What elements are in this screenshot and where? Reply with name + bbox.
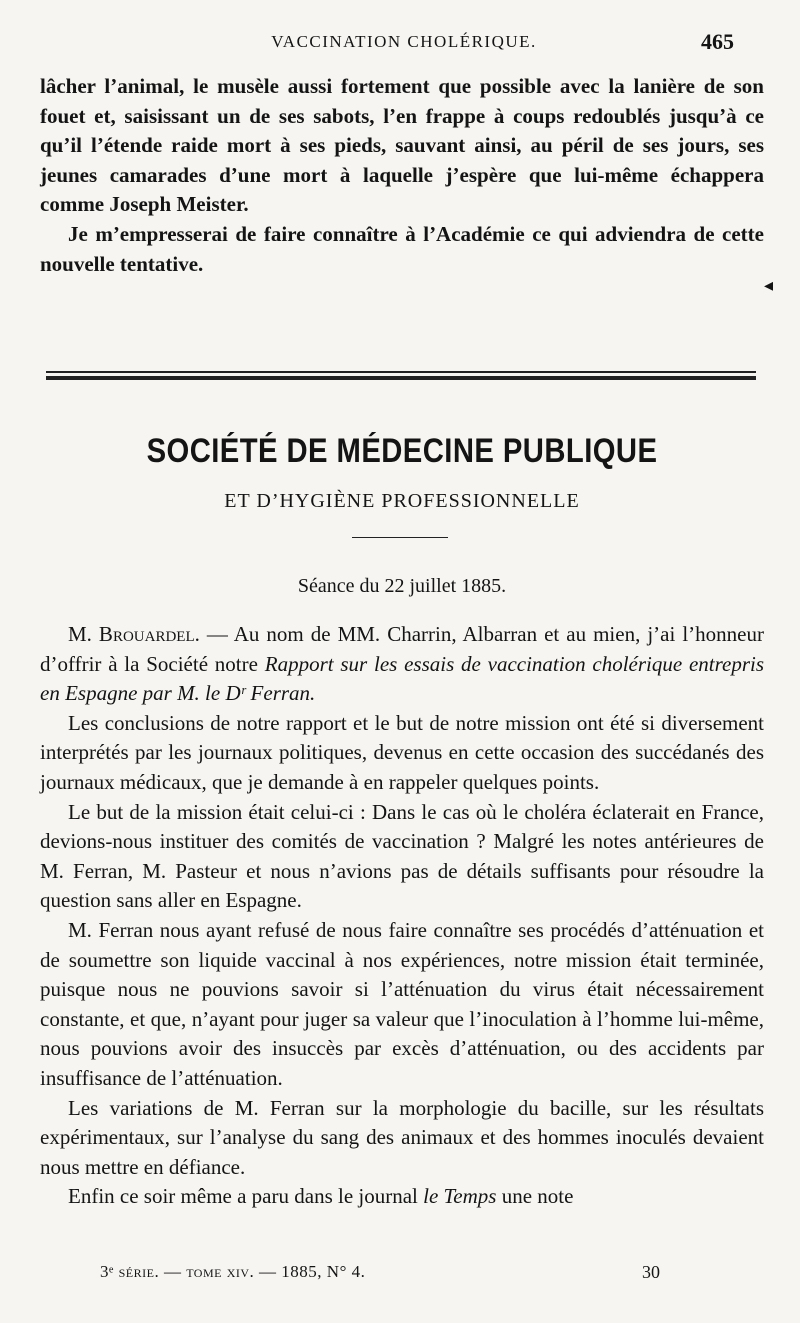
section-divider-thick <box>46 376 756 380</box>
running-head <box>40 29 768 58</box>
section-divider-thin <box>46 371 756 373</box>
page-number: 465 <box>701 29 734 54</box>
paragraph-6-text: Enfin ce soir même a paru dans le journal <box>68 1184 424 1209</box>
intro-paragraph-2: Je m’empresserai de faire connaître à l’Académie ce qui adviendra de cette nouvelle tentative. <box>40 221 764 276</box>
report-text-block <box>40 620 764 1212</box>
newspaper-name: le Temps <box>423 1184 497 1209</box>
paragraph-1-text: — Au nom de MM. Charrin, Albarran et au mien, j’ai l’honneur d’offrir à la Société notre <box>40 622 764 676</box>
signature-mark: 30 <box>642 1262 660 1282</box>
running-title: VACCINATION CHOLÉRIQUE. <box>271 32 537 51</box>
session-date: Séance du 22 juillet 1885. <box>297 575 507 597</box>
paragraph-5: Les variations de M. Ferran sur la morphologie du bacille, sur les résultats expérimentaux, sur l’analyse du sang des animaux et des hommes inoculés devaient nous mettre en défiance. <box>40 1095 764 1179</box>
paragraph-2: Les conclusions de notre rapport et le but de notre mission ont été si diversement interprétés par les journaux politiques, devenus en cette occasion des succédanés des journaux médicaux, que je demande à en rappeler quelques points. <box>40 710 764 794</box>
intro-paragraph-1: lâcher l’animal, le musèle aussi fortement que possible avec la lanière de son fouet et, saisissant un de ses sabots, l’en frappe à coups redoublés jusqu’à ce qu’il l’étende raide mort à ses pieds, sauvant ainsi, au péril de ses jours, ses jeunes camarades d’une mort à laquelle j’espère que lui-même échappera comme Joseph Meister. <box>40 74 764 217</box>
intro-text-block <box>40 72 764 279</box>
society-title: SOCIÉTÉ DE MÉDECINE PUBLIQUE <box>146 432 658 470</box>
speaker-name: M. Brouardel. <box>68 622 200 646</box>
subtitle-rule <box>352 537 448 538</box>
paragraph-3: Le but de la mission était celui-ci : Dans le cas où le choléra éclaterait en France, devions-nous instituer des comités de vaccination ? Malgré les notes antérieures de M. Ferran, M. Pasteur et nous n’avions pas de détails suffisants pour résoudre la question sans aller en Espagne. <box>40 799 764 913</box>
paragraph-6-tail: une note <box>496 1184 574 1209</box>
paragraph-6 <box>40 1182 764 1212</box>
paragraph-4: M. Ferran nous ayant refusé de nous faire connaître ses procédés d’atténuation et de soumettre son liquide vaccinal à nos expériences, notre mission était terminée, puisque nous ne pouvions savoir si l’atténuation du virus était nécessairement constante, et que, n’ayant pour juger sa valeur que l’inoculation à l’homme lui-même, nous pouvions avoir des insuccès par excès d’atténuation, ou des accidents par insuffisance de l’atténuation. <box>40 917 764 1090</box>
society-subtitle: ET D’HYGIÈNE PROFESSIONNELLE <box>224 490 580 512</box>
report-title: Rapport sur les essais de vaccination cholérique entrepris en Espagne par M. le Dʳ Ferran. <box>40 651 765 706</box>
series-info: 3ᵉ série. — tome xiv. — 1885, N° 4. <box>100 1262 366 1281</box>
margin-mark: ◂ <box>764 275 774 295</box>
paragraph-1 <box>40 620 764 709</box>
